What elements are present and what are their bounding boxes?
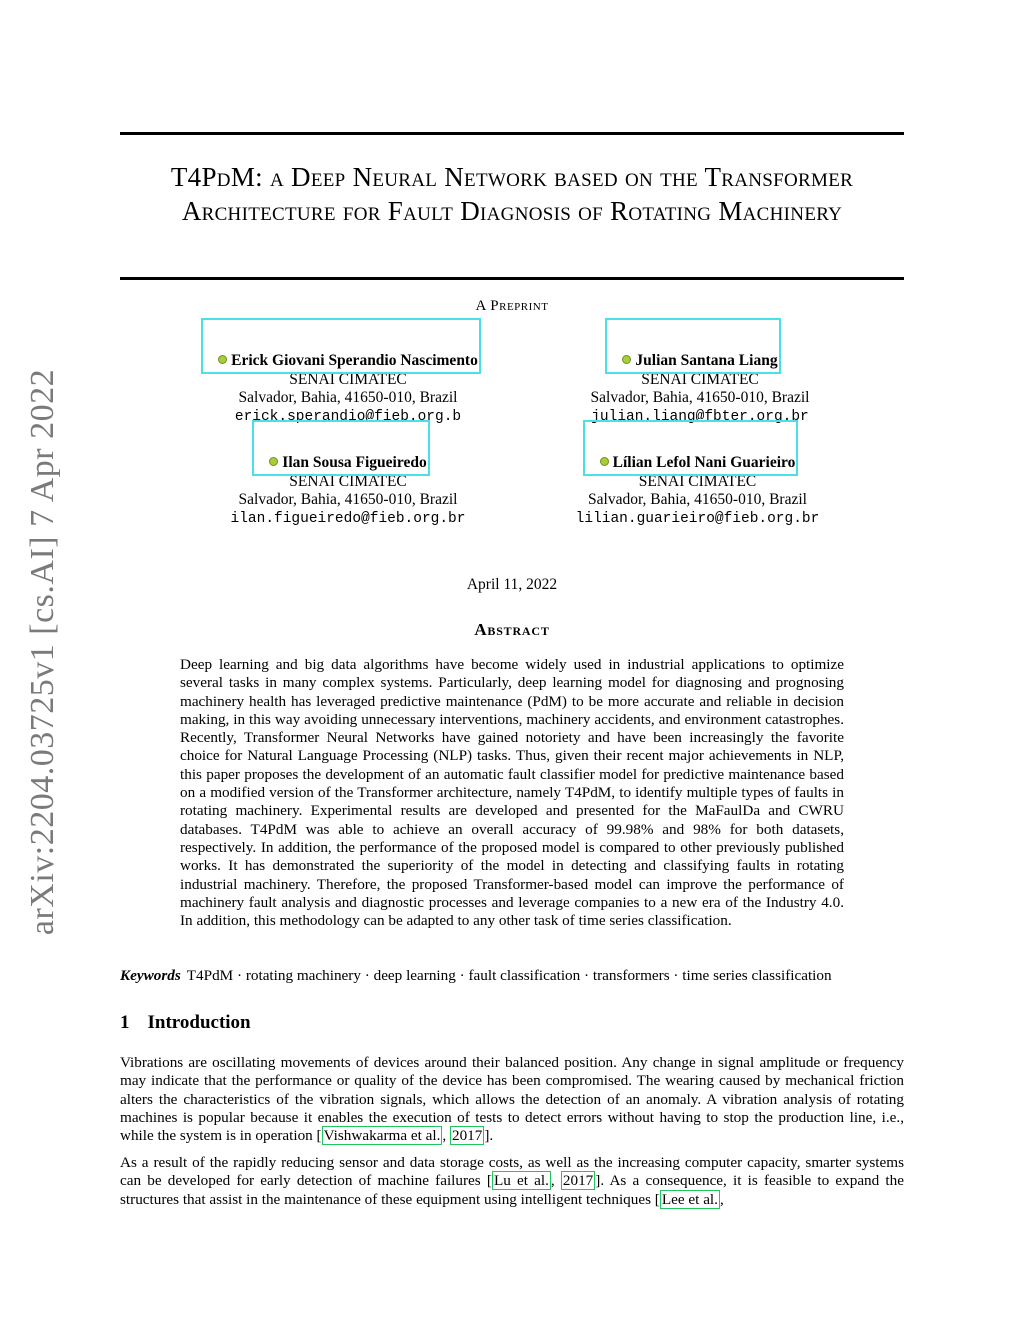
- author-block: [535, 454, 860, 528]
- author-name-link[interactable]: Lílian Lefol Nani Guarieiro: [599, 454, 797, 473]
- author-email[interactable]: ilan.figueiredo@fieb.org.br: [230, 510, 466, 527]
- title-top-rule: [120, 132, 904, 135]
- author-name-link[interactable]: Erick Giovani Sperandio Nascimento: [217, 352, 479, 371]
- intro-paragraph-1: Vibrations are oscillating movements of devices around their balanced position. Any change in signal amplitude or frequency may indicate that the performance or quality of the device has been compromised. The wearing caused by mechanical friction alters the characteristics of the vibration signals, which allows the detection of an anomaly. A vibration analysis of rotating machines is popular because it enables the execution of tests to detect errors without having to stop the production line, i.e., while the system is in operation [ Vishwakarma et al. , 2017 ].: [120, 1054, 904, 1145]
- keywords-line: [120, 967, 904, 985]
- keywords-text: T4PdM · rotating machinery · deep learning · fault classification · transformers · time series classification: [186, 967, 832, 984]
- section-title: Introduction: [147, 1012, 251, 1033]
- orcid-icon[interactable]: [218, 355, 227, 364]
- section-number: 1: [120, 1012, 130, 1033]
- arxiv-identifier-stamp: arXiv:2204.03725v1 [cs.AI] 7 Apr 2022: [24, 368, 61, 936]
- author-affiliation: SENAI CIMATEC: [641, 370, 759, 388]
- orcid-icon[interactable]: [600, 457, 609, 466]
- author-name-link[interactable]: Ilan Sousa Figueiredo: [268, 454, 427, 473]
- author-email[interactable]: julian.liang@fbter.org.br: [591, 408, 809, 425]
- author-affiliation: SENAI CIMATEC: [289, 472, 407, 490]
- author-email[interactable]: erick.sperandio@fieb.org.b: [234, 408, 462, 425]
- keywords-label: Keywords: [120, 967, 181, 984]
- paper-title: T4PdM: a Deep Neural Network based on the Transformer Architecture for Fault Diagnosis of Rotating Machinery: [170, 162, 854, 226]
- citation-link[interactable]: Vishwakarma et al.: [323, 1127, 441, 1145]
- intro-paragraph-2: As a result of the rapidly reducing sensor and data storage costs, as well as the increasing computer capacity, smarter systems can be developed for early detection of machine failures [ Lu et al. , 2017 ]. As a consequence, it is feasible to expand the structures that assist in the maintenance of these equipment using intelligent techniques [ Lee et al. ,: [120, 1154, 904, 1208]
- orcid-icon[interactable]: [622, 355, 631, 364]
- author-name-link[interactable]: Julian Santana Liang: [621, 352, 778, 371]
- citation-link[interactable]: Lu et al.: [493, 1172, 549, 1190]
- author-address: Salvador, Bahia, 41650-010, Brazil: [238, 389, 458, 406]
- author-affiliation: SENAI CIMATEC: [289, 370, 407, 388]
- abstract-heading: Abstract: [474, 620, 550, 639]
- author-address: Salvador, Bahia, 41650-010, Brazil: [590, 389, 810, 406]
- author-block: [198, 352, 498, 426]
- preprint-label: A Preprint: [475, 298, 549, 314]
- publication-date: April 11, 2022: [466, 576, 558, 593]
- author-block: [555, 352, 845, 426]
- section-heading-introduction: [120, 1012, 251, 1034]
- citation-year-link[interactable]: 2017: [562, 1172, 594, 1190]
- author-affiliation: SENAI CIMATEC: [638, 472, 757, 490]
- citation-link[interactable]: Lee et al.: [661, 1190, 718, 1208]
- author-address: Salvador, Bahia, 41650-010, Brazil: [238, 491, 458, 508]
- title-bottom-rule: [120, 277, 904, 280]
- author-address: Salvador, Bahia, 41650-010, Brazil: [588, 491, 807, 508]
- abstract-text: Deep learning and big data algorithms have become widely used in industrial applications to optimize several tasks in many complex systems. Particularly, deep learning model for diagnosing and prognosing machinery health has leveraged predictive maintenance (PdM) to be more accurate and reliable in decision making, in this way avoiding unnecessary interventions, machinery accidents, and environment catastrophes. Recently, Transformer Neural Networks have gained notoriety and have been increasingly the favorite choice for Natural Language Processing (NLP) tasks. Thus, given their recent major achievements in NLP, this paper proposes the development of an automatic fault classifier model for predictive maintenance based on a modified version of the Transformer architecture, namely T4PdM, to identify multiple types of faults in rotating machinery. Experimental results are developed and presented for the MaFaulDa and CWRU databases. T4PdM was able to achieve an overall accuracy of 99.98% and 98% for both datasets, respectively. In addition, the performance of the proposed model is compared to other previously published works. It has demonstrated the superiority of the model in detecting and classifying faults in rotating industrial machinery. Therefore, the proposed Transformer-based model can improve the performance of machinery fault analysis and diagnostic processes and leverage companies to a new era of the Industry 4.0. In addition, this methodology can be adapted to any other task of time series classification.: [180, 656, 844, 930]
- orcid-icon[interactable]: [269, 457, 278, 466]
- author-email[interactable]: lilian.guarieiro@fieb.org.br: [575, 510, 820, 527]
- citation-year-link[interactable]: 2017: [451, 1127, 483, 1145]
- author-block: [198, 454, 498, 528]
